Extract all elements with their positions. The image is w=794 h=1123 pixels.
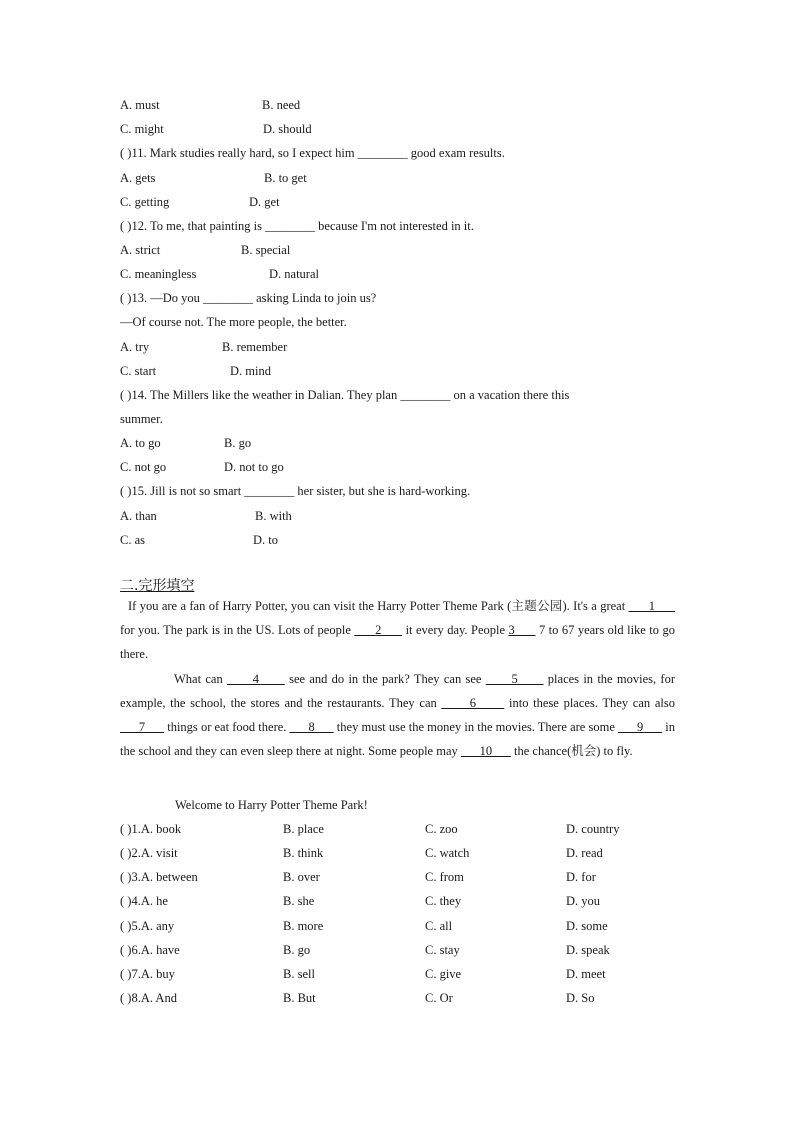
cloze-q6-option-c: C. stay	[425, 943, 460, 957]
cloze-q8-option-d: D. So	[566, 991, 595, 1005]
passage-text: things or eat food there.	[164, 720, 290, 735]
blank-4: 4	[227, 671, 285, 686]
q15-option-c: C. as	[120, 533, 145, 547]
passage-text: places in the movies, for example, the school, the stores and the restaurants. They can	[120, 671, 675, 710]
cloze-q1-option-c: C. zoo	[425, 822, 458, 836]
q12-option-d: D. natural	[269, 267, 319, 281]
cloze-q8-option-b: B. But	[283, 991, 316, 1005]
option-a: A. must	[120, 98, 160, 112]
passage-text: see and do in the park? They can see	[284, 671, 486, 686]
question-13-reply: —Of course not. The more people, the better.	[120, 315, 347, 329]
option-c: C. might	[120, 122, 164, 136]
cloze-q2-option-a: ( )2.A. visit	[120, 846, 178, 860]
passage-text: What can	[174, 671, 228, 686]
cloze-q5-option-b: B. more	[283, 919, 324, 933]
passage-text: it every day. People	[402, 623, 509, 638]
q12-option-c: C. meaningless	[120, 267, 197, 281]
blank-7: 7	[120, 720, 165, 735]
cloze-q4-option-b: B. she	[283, 894, 315, 908]
passage-text: If you are a fan of Harry Potter, you can visit the Harry Potter Theme Park (主题公园). It's a great	[128, 599, 629, 613]
blank-8: 8	[289, 720, 334, 735]
cloze-q2-option-c: C. watch	[425, 846, 470, 860]
passage-text: into these places. They can also	[504, 695, 676, 710]
q11-option-d: D. get	[249, 195, 280, 209]
section-heading: 二.完形填空	[120, 578, 195, 594]
passage-text: for you. The park is in the US. Lots of people	[120, 623, 355, 638]
question-13-stem: ( )13. —Do you ________ asking Linda to join us?	[120, 291, 377, 305]
blank-1: 1	[628, 599, 676, 613]
cloze-q5-option-d: D. some	[566, 919, 608, 933]
cloze-q1-option-a: ( )1.A. book	[120, 822, 182, 836]
q11-option-b: B. to get	[264, 171, 307, 185]
q14-option-d: D. not to go	[224, 460, 284, 474]
question-14-stem: ( )14. The Millers like the weather in Dalian. They plan ________ on a vacation there this	[120, 388, 570, 402]
passage-closing-line: Welcome to Harry Potter Theme Park!	[175, 798, 368, 812]
cloze-q3-option-c: C. from	[425, 870, 464, 884]
cloze-q3-option-a: ( )3.A. between	[120, 870, 198, 884]
q13-option-c: C. start	[120, 364, 157, 378]
cloze-q4-option-d: D. you	[566, 894, 601, 908]
cloze-q6-option-d: D. speak	[566, 943, 610, 957]
blank-5: 5	[485, 671, 544, 686]
blank-9: 9	[618, 720, 663, 735]
q13-option-d: D. mind	[230, 364, 271, 378]
cloze-q7-option-d: D. meet	[566, 967, 606, 981]
passage-text: in the school and they can even sleep there at night. Some people may	[120, 720, 676, 759]
option-b: B. need	[262, 98, 301, 112]
cloze-q4-option-a: ( )4.A. he	[120, 894, 168, 908]
cloze-q8-option-c: C. Or	[425, 991, 453, 1005]
q12-option-b: B. special	[241, 243, 291, 257]
blank-3: 3	[508, 623, 536, 638]
q11-option-c: C. getting	[120, 195, 170, 209]
question-11-stem: ( )11. Mark studies really hard, so I expect him ________ good exam results.	[120, 146, 505, 160]
passage-text: they must use the money in the movies. There are some	[333, 720, 619, 735]
question-12-stem: ( )12. To me, that painting is ________ because I'm not interested in it.	[120, 219, 474, 233]
cloze-q6-option-a: ( )6.A. have	[120, 943, 180, 957]
cloze-q7-option-c: C. give	[425, 967, 462, 981]
cloze-passage	[120, 594, 675, 763]
cloze-q3-option-b: B. over	[283, 870, 320, 884]
q15-option-d: D. to	[253, 533, 278, 547]
question-15-stem: ( )15. Jill is not so smart ________ her sister, but she is hard-working.	[120, 484, 471, 498]
cloze-q6-option-b: B. go	[283, 943, 311, 957]
q15-option-a: A. than	[120, 509, 157, 523]
q15-option-b: B. with	[255, 509, 292, 523]
q14-option-a: A. to go	[120, 436, 161, 450]
cloze-q4-option-c: C. they	[425, 894, 462, 908]
cloze-q2-option-b: B. think	[283, 846, 324, 860]
blank-2: 2	[354, 623, 403, 638]
cloze-q5-option-a: ( )5.A. any	[120, 919, 175, 933]
cloze-q7-option-b: B. sell	[283, 967, 315, 981]
cloze-q7-option-a: ( )7.A. buy	[120, 967, 175, 981]
cloze-q2-option-d: D. read	[566, 846, 603, 860]
blank-10: 10	[460, 744, 511, 759]
q13-option-a: A. try	[120, 340, 150, 354]
cloze-q1-option-d: D. country	[566, 822, 620, 836]
blank-6: 6	[441, 695, 505, 710]
q14-option-b: B. go	[224, 436, 252, 450]
cloze-q1-option-b: B. place	[283, 822, 324, 836]
passage-text: 7 to 67 years old like to go there.	[120, 623, 675, 662]
q12-option-a: A. strict	[120, 243, 161, 257]
cloze-q8-option-a: ( )8.A. And	[120, 991, 177, 1005]
cloze-q3-option-d: D. for	[566, 870, 596, 884]
q13-option-b: B. remember	[222, 340, 288, 354]
cloze-q5-option-c: C. all	[425, 919, 453, 933]
q14-option-c: C. not go	[120, 460, 167, 474]
passage-text: the chance(机会) to fly.	[510, 744, 633, 759]
question-14-stem-cont: summer.	[120, 412, 163, 426]
q11-option-a: A. gets	[120, 171, 156, 185]
option-d: D. should	[263, 122, 312, 136]
